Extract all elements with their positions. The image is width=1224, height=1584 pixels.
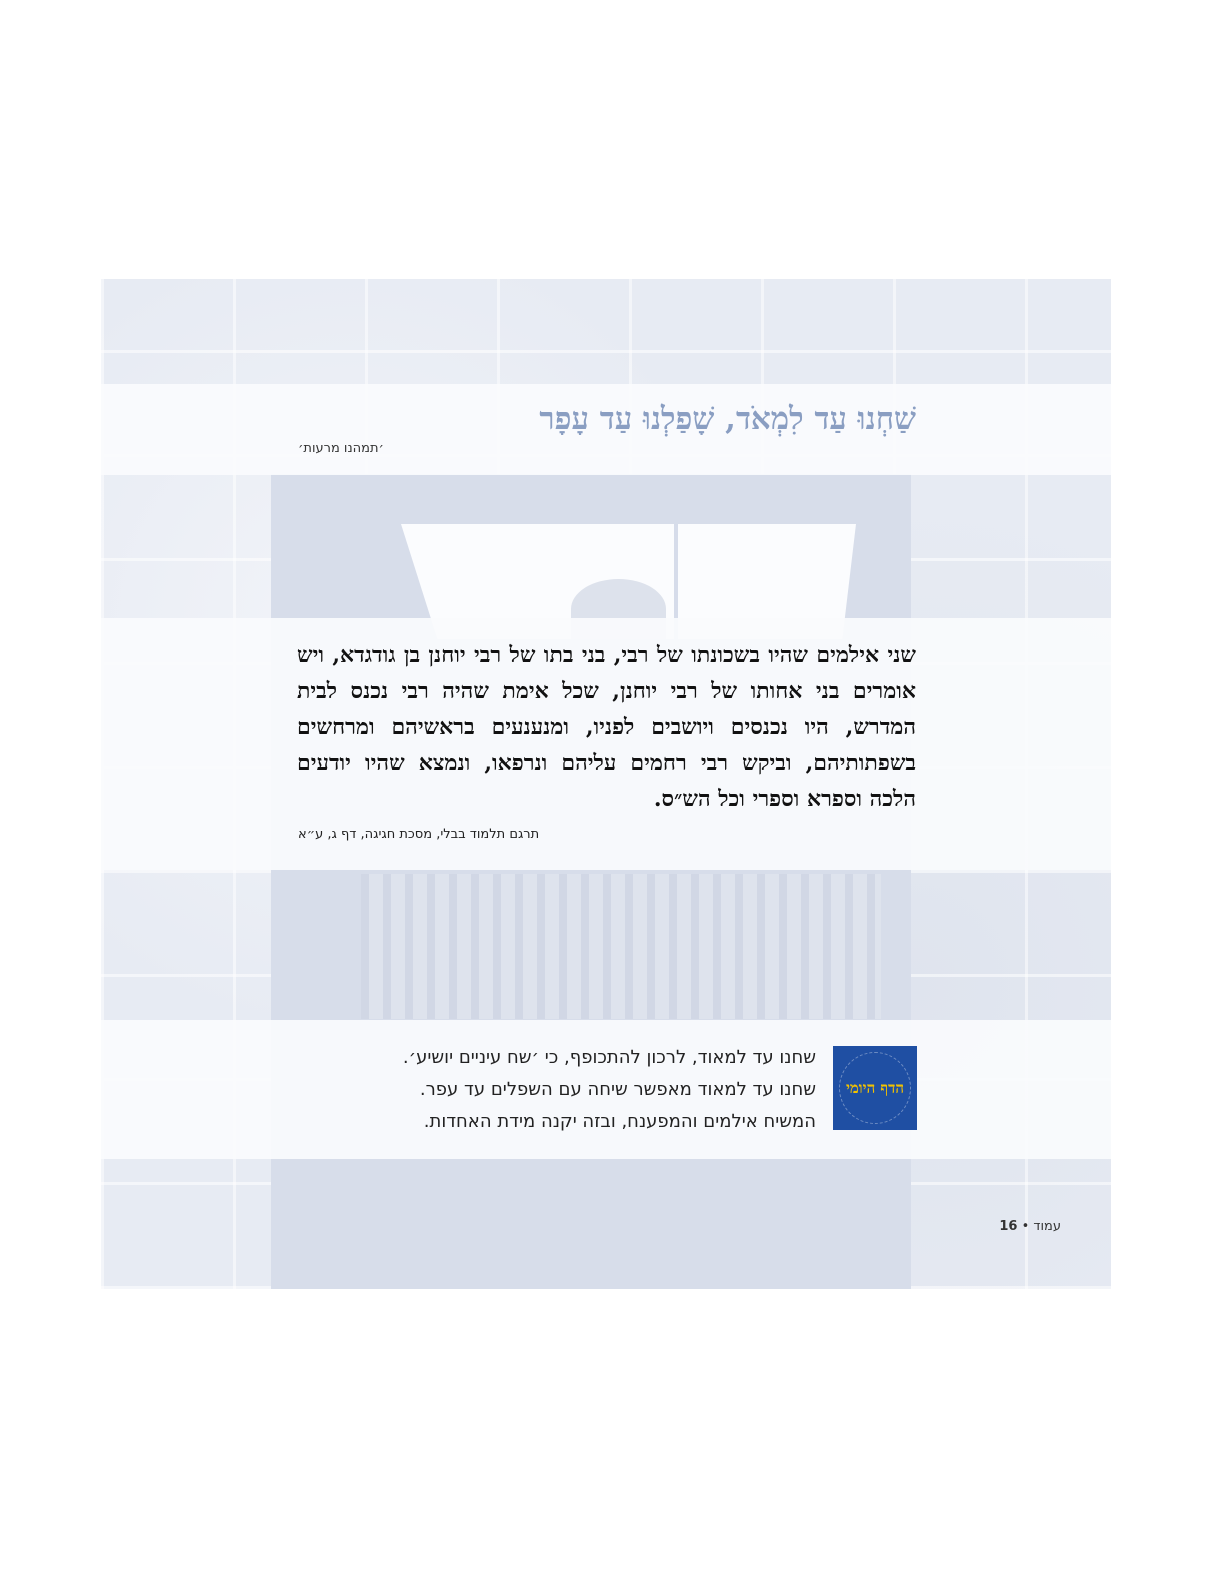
page-subtitle: ׳תמהנו מרעות׳ [298, 441, 384, 456]
footer-separator: • [1021, 1219, 1030, 1234]
note-line: המשיח אילמים והמפענח, ובזה יקנה מידת האחדות. [423, 1111, 816, 1132]
page-footer [999, 1219, 1061, 1234]
logo-text: הדף היומי [845, 1078, 905, 1097]
note-line: שחנו עד למאוד, לרכון להתכופף, כי ׳שח עיניים יושיע׳. [402, 1047, 816, 1068]
page-panel [101, 279, 1111, 1289]
commentary-note [296, 1042, 816, 1138]
quote-source: תרגם תלמוד בבלי, מסכת חגיגה, דף ג, ע״א [298, 827, 540, 842]
note-line: שחנו עד למאוד מאפשר שיחה עם השפלים עד עפר. [419, 1079, 816, 1100]
quote-text: שני אילמים שהיו בשכונתו של רבי, בני בתו של רבי יוחנן בן גודגדא, ויש אומרים בני אחותו של רבי יוחנן, שכל אימת שהיה רבי נכנס לבית המדרש, היו נכנסים ויושבים לפניו, ומנענעים בראשיהם ומרחשים בשפתותיהם, וביקש רבי רחמים עליהם ונרפאו, ונמצא שהיו יודעים הלכה וספרא וספרי וכל הש״ס. [297, 642, 916, 812]
page-number: 16 [999, 1219, 1018, 1234]
daf-yomi-logo [833, 1046, 917, 1130]
background-gate [361, 874, 881, 1019]
page-title: שַׁחְנוּ עַד לִמְאֹד, שָׁפַלְנוּ עַד עָפָר [539, 401, 916, 437]
page-label: עמוד [1033, 1219, 1061, 1234]
